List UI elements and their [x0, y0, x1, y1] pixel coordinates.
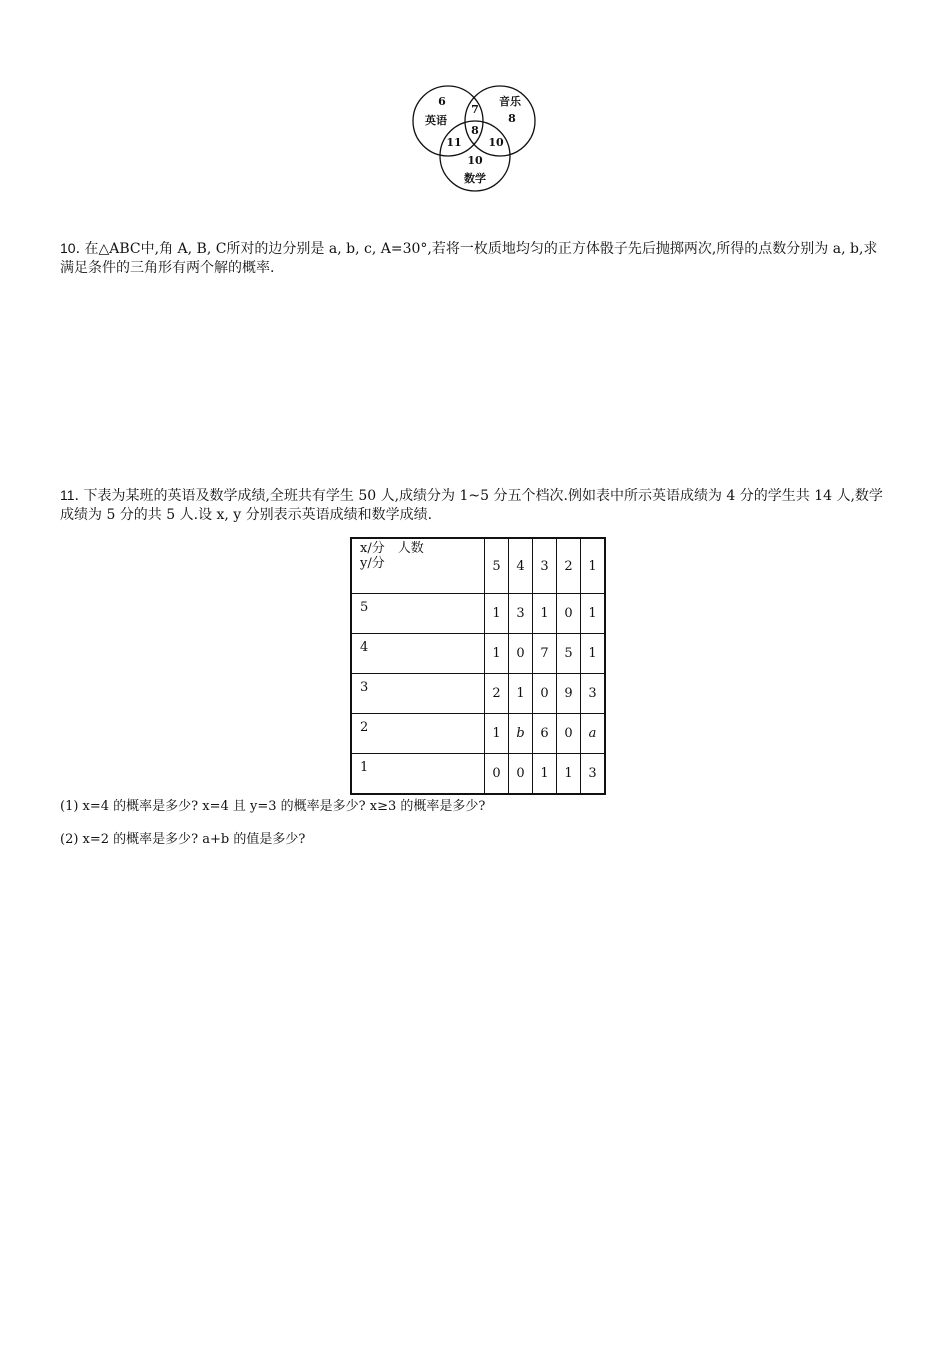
row-label: 3	[351, 674, 485, 714]
table-cell: 0	[557, 714, 581, 754]
venn-diagram	[410, 78, 540, 194]
table-cell: 1	[557, 754, 581, 795]
venn-music-math: 10	[488, 136, 504, 149]
question-10-number: 10	[60, 240, 76, 256]
table-cell: 1	[581, 634, 606, 674]
venn-english-music: 7	[471, 103, 479, 116]
table-row	[351, 674, 605, 714]
venn-math-label: 数学	[464, 172, 486, 185]
table-cell: 0	[509, 634, 533, 674]
table-cell: 9	[557, 674, 581, 714]
table-row	[351, 714, 605, 754]
table-cell: 6	[533, 714, 557, 754]
venn-math-only: 10	[467, 154, 483, 167]
table-header-row	[351, 538, 605, 594]
table-cell: 3	[509, 594, 533, 634]
table-cell: 7	[533, 634, 557, 674]
table-cell: 2	[485, 674, 509, 714]
column-header: 5	[485, 538, 509, 594]
table-cell: 0	[533, 674, 557, 714]
sub-question-2: (2) x=2 的概率是多少? a+b 的值是多少?	[60, 832, 306, 847]
column-header: 1	[581, 538, 606, 594]
table-cell: 1	[533, 754, 557, 795]
table-cell: 1	[485, 594, 509, 634]
table-cell: 0	[557, 594, 581, 634]
venn-all-three: 8	[471, 124, 479, 137]
table-cell: 0	[509, 754, 533, 795]
table-row	[351, 594, 605, 634]
table-cell: 1	[485, 714, 509, 754]
table-cell: 1	[485, 634, 509, 674]
table-row	[351, 634, 605, 674]
table-cell: 1	[581, 594, 606, 634]
question-10	[60, 239, 890, 278]
table-cell	[509, 714, 533, 754]
venn-english-label: 英语	[425, 114, 447, 127]
row-label: 1	[351, 754, 485, 795]
question-11	[60, 486, 890, 525]
question-11-number: 11	[60, 487, 75, 503]
table-cell: 3	[581, 674, 606, 714]
table-cell: 3	[581, 754, 606, 795]
row-label: 2	[351, 714, 485, 754]
question-11-text: . 下表为某班的英语及数学成绩,全班共有学生 50 人,成绩分为 1~5 分五个档次.例如表中所示英语成绩为 4 分的学生共 14 人,数学成绩为 5 分的共 5 人.设 x, y 分别表示英语成绩和数学成绩.	[60, 488, 883, 523]
question-10-text: . 在△ABC中,角 A, B, C所对的边分别是 a, b, c, A=30°,若将一枚质地均匀的正方体骰子先后抛掷两次,所得的点数分别为 a, b,求满足条件的三角形有两个解的概率.	[60, 241, 878, 276]
column-header: 2	[557, 538, 581, 594]
table-cell: 1	[533, 594, 557, 634]
table-row	[351, 754, 605, 795]
column-header: 3	[533, 538, 557, 594]
table-cell	[581, 714, 606, 754]
variable-b: b	[516, 726, 525, 741]
column-header: 4	[509, 538, 533, 594]
variable-a: a	[588, 726, 597, 741]
table-cell: 0	[485, 754, 509, 795]
sub-question-1: (1) x=4 的概率是多少? x=4 且 y=3 的概率是多少? x≥3 的概率是多少?	[60, 799, 486, 814]
header-x-label: x/分 人数	[360, 541, 424, 556]
table-cell: 1	[509, 674, 533, 714]
table-corner-header	[351, 538, 485, 594]
venn-music-label: 音乐	[499, 95, 521, 108]
venn-english-only: 6	[438, 95, 446, 108]
venn-music-only: 8	[508, 112, 516, 125]
score-table	[350, 537, 606, 795]
row-label: 5	[351, 594, 485, 634]
header-y-label: y/分	[360, 556, 385, 571]
venn-english-math: 11	[446, 136, 462, 149]
row-label: 4	[351, 634, 485, 674]
table-cell: 5	[557, 634, 581, 674]
